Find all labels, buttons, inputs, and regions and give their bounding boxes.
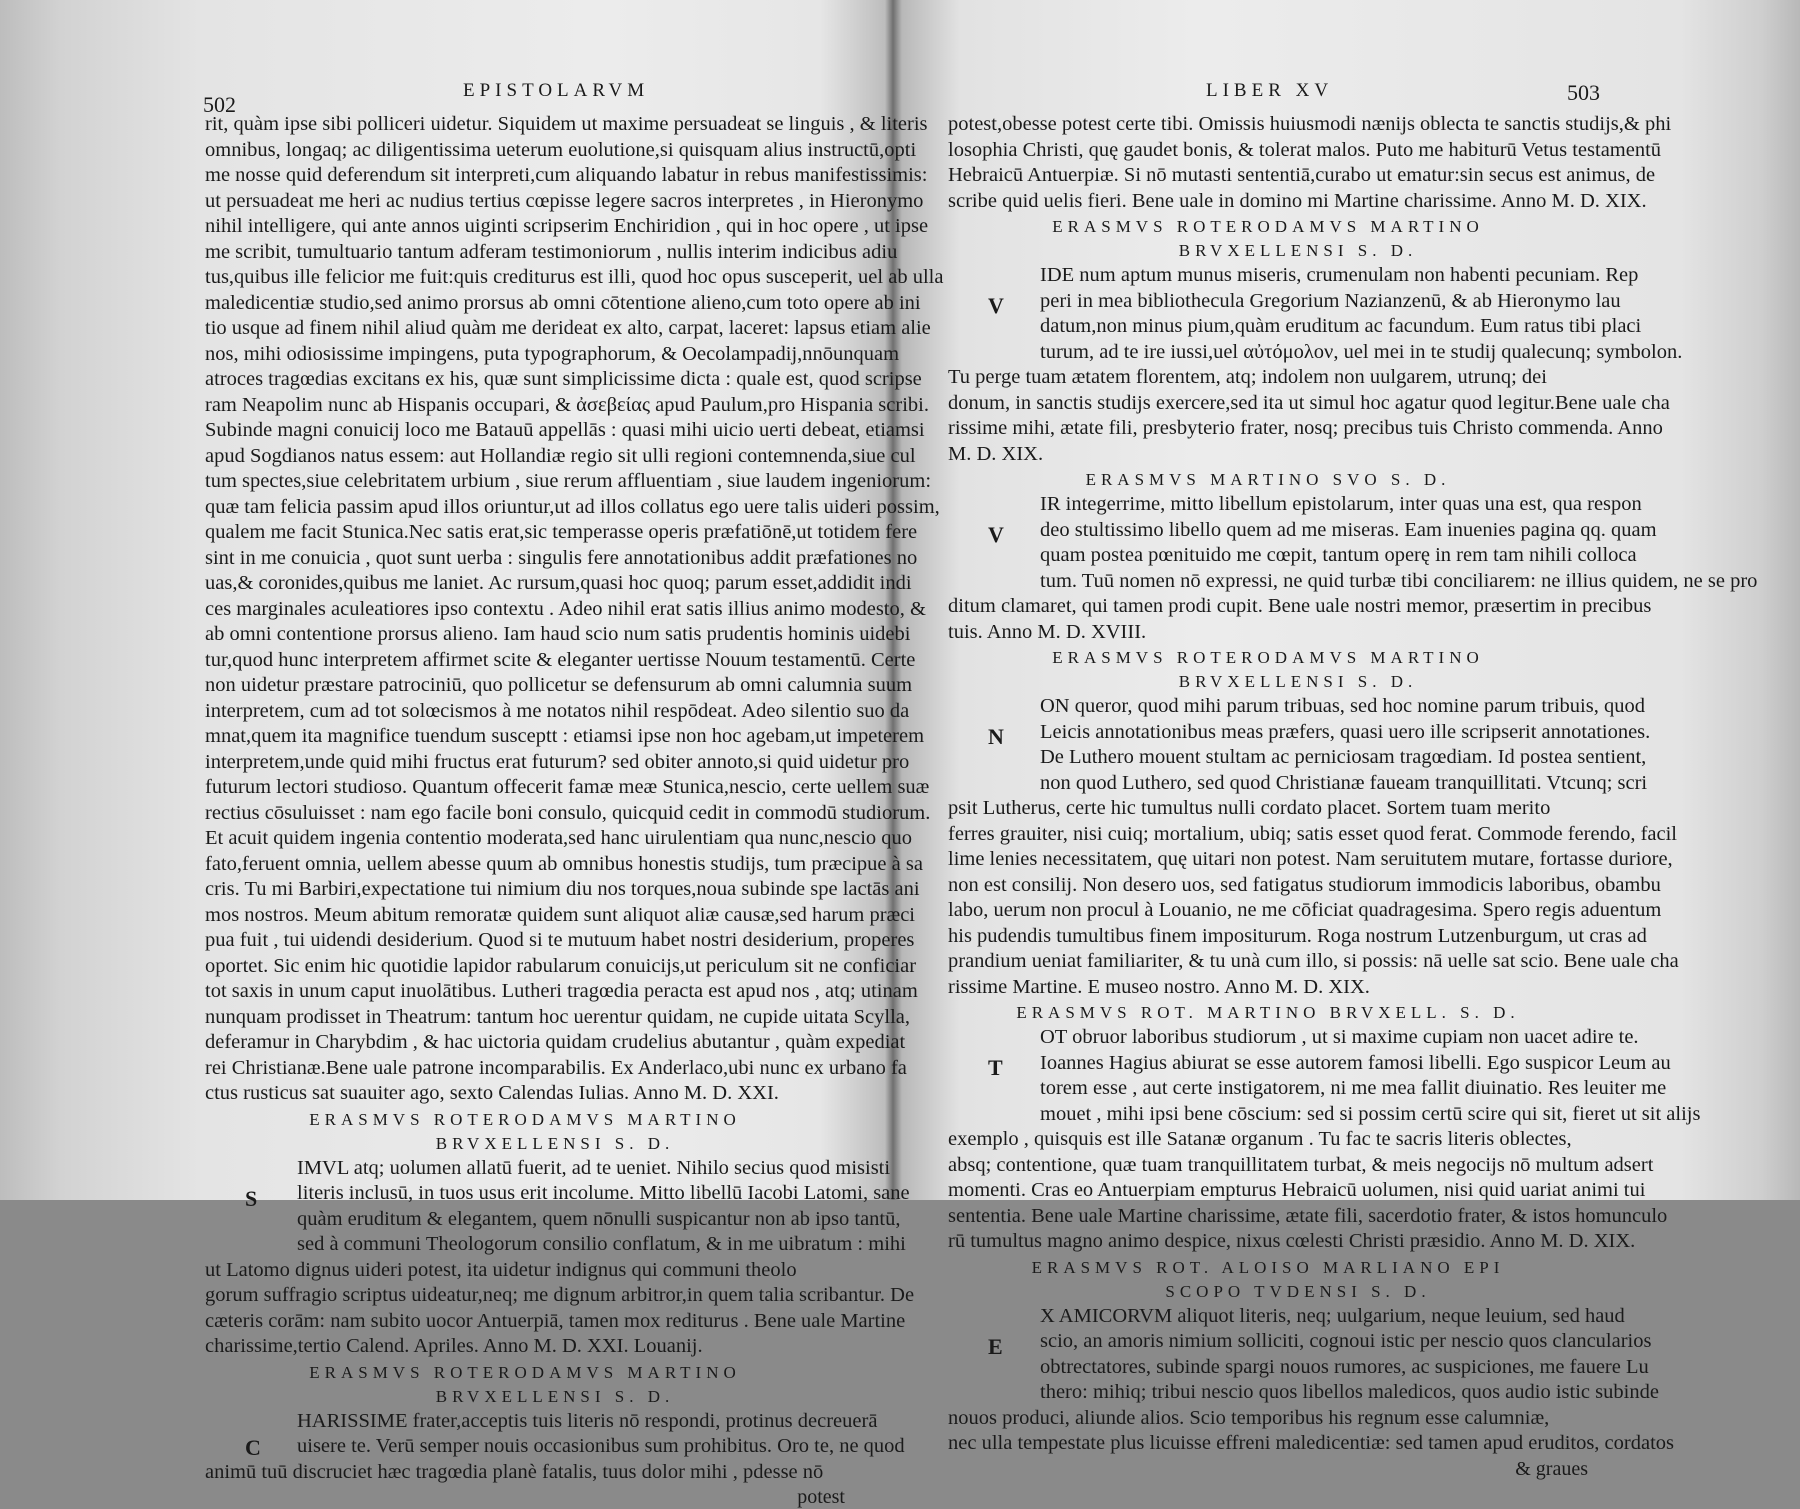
text-line: rit, quàm ipse sibi polliceri uidetur. Siquidem ut maxime persuadeat se linguis , & literis (205, 113, 928, 135)
letter-heading: ERASMVS ROT. ALOISO MARLIANO EPI (1031, 1257, 1505, 1277)
text-line: mnat,quem ita magnifice tuendum susceptt : etiamsi ipse non hoc agebam,ut impeterem (205, 725, 925, 747)
text-line: gorum suffragio scriptus uideatur,neq; me dignum arbitror,in quem talia scribantur. De (205, 1284, 915, 1306)
letter-subheading: BRVXELLENSI S. D. (435, 1386, 675, 1406)
text-line: Subinde magni conuicij loco me Batauū appellās : quasi mihi uicio uerti debeat, etiamsi (205, 419, 925, 441)
text-line: HARISSIME frater,acceptis tuis literis nō respondi, protinus decreuerā (297, 1409, 878, 1432)
text-line: sed à communi Theologorum consilio conflatum, & in me uibratum : mihi (297, 1233, 906, 1255)
text-line: sententia. Bene uale Martine charissime, ætate fili, sacerdotio frater, & istos homunculo (948, 1204, 1668, 1227)
catchword: & graues (1515, 1457, 1588, 1480)
initial-letter: V (988, 293, 1004, 318)
text-line: tum spectes,siue celebritatem urbium , siue rerum affluentiam , siue laudem ingeniorum: (205, 470, 932, 492)
text-line: nihil intelligere, qui ante annos uiginti scripserim Enchiridion , qui in hoc opere , ut ipse (205, 215, 929, 237)
text-line: donum, in sanctis studijs exercere,sed ita ut simul hoc agatur quod legitur.Bene uale cha (948, 391, 1670, 414)
text-line: tuis. Anno M. D. XVIII. (948, 620, 1147, 643)
text-line: nouos produci, aliunde alios. Scio temporibus his regnum esse calumniæ, (948, 1406, 1550, 1429)
letter (948, 1255, 1675, 1457)
text-line: ab omni contentione prorsus alieno. Iam haud scio num satis prudentis hominis uidebi (205, 623, 911, 645)
text-line: oportet. Sic enim hic quotidie lapidor rabularum conuicijs,ut periculum sit ne conficiar (205, 954, 917, 977)
right-page-header (948, 78, 1600, 112)
initial-letter: T (988, 1055, 1003, 1080)
text-line: interpretem, cum ad tot solœcismos à me notatos nihil respōdeat. Adeo silentio suo da (205, 699, 910, 722)
text-line: cris. Tu mi Barbiri,expectatione tui nimium diu nos torques,noua subinde spe lactās ani (205, 878, 920, 900)
text-line: Tu perge tuam ætatem florentem, atq; indolem non uulgarem, utrunq; dei (948, 366, 1547, 388)
page-number: 503 (1567, 80, 1600, 105)
text-line: me nosse quid deferendum sit interpreti,cum aliquando labatur in rebus manifestissimis: (205, 164, 928, 186)
text-line: animū tuū discruciet hæc tragœdia planè fatalis, tuus dolor mihi , pdesse nō (205, 1460, 824, 1483)
text-line: quæ tam felicia passim apud illos oriuntur,ut ad illos collatus ego uere talis uideri possim, (205, 495, 940, 518)
letter (948, 214, 1683, 467)
left-page-body (205, 112, 944, 1107)
text-line: peri in mea bibliothecula Gregorium Nazianzenū, & ab Hieronymo lau (1040, 289, 1621, 312)
text-line: ditum clamaret, qui tamen prodi cupit. Bene uale nostri memor, præsertim in precibus (948, 595, 1652, 617)
text-line: Leicis annotationibus meas præfers, quasi uero ille scripserit annotationes. (1040, 720, 1651, 743)
text-line: IDE num aptum munus miseris, crumenulam non habenti pecuniam. Rep (1040, 264, 1639, 286)
text-line: Hebraicū Antuerpiæ. Si nō mutasti sententiā,curabo ut ematur:sin secus est animus, de (948, 164, 1656, 186)
text-line: non quod Luthero, sed quod Christianæ faueam tranquillitati. Vtcunq; scri (1040, 771, 1648, 794)
text-line: scribe quid uelis fieri. Bene uale in domino mi Martine charissime. Anno M. D. XIX. (948, 189, 1647, 212)
letter-heading: ERASMVS MARTINO SVO S. D. (1085, 470, 1451, 489)
initial-letter: S (245, 1185, 258, 1211)
letter (205, 1107, 915, 1360)
text-line: labo, uerum non procul à Louanio, ne me cōficiat quadragesima. Spero regis aduentum (948, 899, 1662, 921)
text-line: qualem me facit Stunica.Nec satis erat,sic temperasse operis præfatiōnē,ut totidem fere (205, 521, 918, 543)
letter-heading: ERASMVS ROTERODAMVS MARTINO (309, 1362, 741, 1382)
text-line: deo stultissimo libello quem ad me miseras. Eam inuenies pagina qq. quam (1040, 518, 1657, 541)
letter-heading: ERASMVS ROTERODAMVS MARTINO (1052, 217, 1484, 236)
text-line: ram Neapolim nunc ab Hispanis occupari, & ἀσεβείας apud Paulum,pro Hispania scribi. (205, 393, 929, 416)
text-line: quam postea pœnituido me cœpit, tantum operę in rem tam nihili colloca (1040, 544, 1637, 566)
text-line: non est consilij. Non desero uos, sed fatigatus studiorum immodicis laboribus, obambu (948, 873, 1661, 896)
text-line: non uidetur præstare patrociniū, quo pollicetur se defensurum ab omni calumnia suum (205, 674, 913, 696)
initial-letter: N (988, 724, 1004, 749)
text-line: ut persuadeat me heri ac nudius tertius cœpisse legere sacros interpretes , in Hieronymo (205, 189, 924, 212)
text-line: psit Lutherus, certe hic tumultus nulli cordato placet. Sortem tuam merito (948, 797, 1551, 819)
text-line: tum. Tuū nomen nō expressi, ne quid turbæ tibi conciliarem: ne illius quidem, ne se pro (1040, 569, 1758, 592)
letter (205, 1360, 905, 1486)
text-line: rissime mihi, ætate fili, presbyterio frater, nosq; precibus tuis Christo commenda. Anno (948, 417, 1663, 439)
running-head: EPISTOLARVM (463, 80, 650, 101)
text-line: turum, ad te ire iussi,uel αὐτόμολον, uel mei in te studij qualecunq; symbolon. (1040, 340, 1683, 363)
text-line: apud Sogdianos natus essem: aut Hollandiæ regio sit ulli regioni contemnenda,siue cul (205, 444, 916, 467)
text-line: charissime,tertio Calend. Apriles. Anno M. D. XXI. Louanij. (205, 1335, 703, 1357)
page-number: 502 (203, 92, 236, 117)
right-page-letters (948, 214, 1758, 1457)
text-line: ctus rusticus sat suauiter ago, sexto Calendas Iulias. Anno M. D. XXI. (205, 1082, 779, 1104)
text-line: atroces tragœdias excitans ex his, quæ sunt simplicissime dicta : quale est, quod scripse (205, 368, 922, 390)
text-line: tot saxis in unum caput inuolātibus. Lutheri tragœdia peracta est apud nos , atq; utinam (205, 980, 918, 1002)
initial-letter: E (988, 1333, 1003, 1359)
text-line: nunquam prodisset in Theatrum: tantum hoc uerentur quidam, ne cupide uitata Scylla, (205, 1005, 910, 1028)
text-line: tur,quod hunc interpretem affirmet scite & eleganter uertisse Nouum testamentū. Certe (205, 648, 916, 671)
text-line: rissime Martine. E museo nostro. Anno M. D. XIX. (948, 975, 1370, 998)
letter-heading: ERASMVS ROTERODAMVS MARTINO (1052, 648, 1484, 667)
letter-subheading: SCOPO TVDENSI S. D. (1165, 1281, 1431, 1301)
letter-heading: ERASMVS ROTERODAMVS MARTINO (309, 1109, 741, 1129)
text-line: maledicentiæ studio,sed animo prorsus ab omni cōtentione alieno,cum toto opere ab ini (205, 291, 921, 314)
text-line: omnibus, longaq; ac diligentissima ueterum euolutione,si quisquam alius instructū,opti (205, 138, 917, 161)
right-page-body (948, 112, 1672, 214)
text-line: De Luthero mouent stultam ac perniciosam tragœdiam. Id postea sentient, (1040, 746, 1647, 768)
letter (948, 1000, 1701, 1255)
text-line: tio usque ad finem nihil aliud quàm me derideat ex alto, carpat, laceret: lapsus etiam alie (205, 317, 931, 339)
initial-letter: C (245, 1434, 261, 1460)
left-page (203, 78, 944, 1509)
text-line: absq; contentione, quæ tuam tranquillitatem turbat, & meis negocijs nō multum adsert (948, 1153, 1654, 1176)
letter (948, 467, 1758, 645)
text-line: potest,obesse potest certe tibi. Omissis huiusmodi nænijs oblecta te sanctis studijs,& phi (948, 113, 1672, 135)
text-line: uisere te. Verū semper nouis occasionibus sum prohibitus. Oro te, ne quod (297, 1435, 905, 1457)
letter-heading: ERASMVS ROT. MARTINO BRVXELL. S. D. (1016, 1003, 1520, 1022)
text-line: his pudendis tumultibus finem impositurum. Roga nostrum Lutzenburgum, ut cras ad (948, 924, 1647, 947)
text-line: ces marginales aculeatiores ipso contextu . Adeo nihil erat satis illius animo modesto, & (205, 597, 926, 620)
text-line: nec ulla tempestate plus licuisse effreni maledicentiæ: sed tamen apud eruditos, cordatos (948, 1432, 1675, 1454)
text-line: sint in me conuicia , quot sunt uerba : singulis fere annotationibus addit præfationes no (205, 546, 918, 569)
text-line: Et acuit quidem ingenia contentio moderata,sed hanc uirulentiam qua nunc,nescio quo (205, 827, 913, 849)
text-line: rū tumultus magno animo despice, nixus cœlesti Christi præsidio. Anno M. D. XIX. (948, 1230, 1636, 1252)
text-line: nos, mihi odiosissime impingens, puta typographorum, & Oecolampadij,nnōunquam (205, 342, 900, 365)
text-line: lime lenies necessitatem, quę uitari non potest. Nam seruitutem mutare, fortasse duriore, (948, 848, 1673, 870)
text-line: prandium ueniat familiariter, & tu unà cum illo, si possis: nā uelle sat scio. Bene uale cha (948, 950, 1679, 972)
text-line: M. D. XIX. (948, 442, 1044, 465)
text-line: quàm eruditum & elegantem, quem nōnulli suspicantur non ab ipso tantū, (297, 1207, 901, 1230)
right-page (948, 78, 1758, 1481)
text-line: me scribit, tumultuario tantum adferam testimoniorum , nullis interim indicibus adiu (205, 240, 898, 263)
text-line: ON queror, quod mihi parum tribuas, sed hoc nomine parum tribuis, quod (1040, 695, 1645, 717)
text-line: torem esse , aut certe instigatorem, ni me mea fallit diuinatio. Res leuiter me (1040, 1077, 1667, 1099)
text-line: uas,& coronides,quibus me laniet. Ac rursum,quasi hoc quoq; parum esset,addidit indi (205, 572, 912, 594)
text-line: futurum lectori studioso. Quantum offecerit famæ meæ Stunica,nescio, certe uellem suæ (205, 776, 930, 798)
text-line: cæteris corām: nam subito uocor Antuerpiā, tamen mox rediturus . Bene uale Martine (205, 1309, 906, 1332)
text-line: ferres grauiter, nisi cuiq; mortalium, ubiq; satis esset quod ferat. Commode ferendo, facil (948, 822, 1678, 845)
text-line: ut Latomo dignus uideri potest, ita uidetur indignus qui communi theolo (205, 1258, 797, 1281)
text-line: exemplo , quisquis est ille Satanæ organum . Tu fac te sacris literis oblectes, (948, 1128, 1572, 1150)
left-page-letters (205, 1107, 915, 1486)
text-line: rei Christianæ.Bene uale patrone incomparabilis. Ex Anderlaco,ubi nunc ex urbano fa (205, 1056, 907, 1079)
letter-subheading: BRVXELLENSI S. D. (1178, 241, 1418, 260)
text-line: IMVL atq; uolumen allatū fuerit, ad te ueniet. Nihilo secius quod misisti (297, 1156, 891, 1179)
text-line: tus,quibus ille felicior me fuit:quis crediturus est illi, quod hoc opus susceperit, uel ab ulla (205, 266, 944, 288)
left-page-header (203, 78, 845, 117)
catchword: potest (797, 1486, 845, 1508)
letter-subheading: BRVXELLENSI S. D. (435, 1133, 675, 1153)
letter-subheading: BRVXELLENSI S. D. (1178, 672, 1418, 691)
text-line: literis inclusū, in tuos usus erit incolume. Mitto libellū Iacobi Latomi, sane (297, 1182, 910, 1204)
letter (948, 645, 1679, 1000)
text-line: pua fuit , tui uidendi desiderium. Quod si te mutuum habet nostri desiderium, properes (205, 929, 915, 951)
text-line: X AMICORVM aliquot literis, neq; uulgarium, neque leuium, sed haud (1040, 1304, 1625, 1327)
text-line: Ioannes Hagius abiurat se esse autorem famosi libelli. Ego suspicor Leum au (1040, 1051, 1671, 1074)
text-line: mos nostros. Meum abitum remoratæ quidem sunt aliquot aliæ causæ,sed harum præci (205, 903, 916, 926)
text-line: losophia Christi, quę gaudet bonis, & tolerat malos. Puto me habiturū Vetus testamentū (948, 138, 1662, 161)
text-line: fato,feruent omnia, uellem abesse quum ab omnibus honestis studijs, tum præcipue à sa (205, 852, 923, 875)
text-line: deferamur in Charybdim , & hac uictoria quidam crudelius abutantur , quàm expediat (205, 1031, 906, 1053)
text-line: thero: mihiq; tribui nescio quos libellos maledicos, quos audio istic subinde (1040, 1381, 1659, 1403)
initial-letter: V (988, 522, 1004, 547)
text-line: obtrectatores, subinde spargi nouos rumores, ac suspiciones, me fauere Lu (1040, 1355, 1649, 1378)
text-line: IR integerrime, mitto libellum epistolarum, inter quas una est, qua respon (1040, 493, 1642, 515)
text-line: scio, an amoris nimium solliciti, cognoui istic per nescio quos clancularios (1040, 1330, 1652, 1352)
text-line: momenti. Cras eo Antuerpiam empturus Hebraicū uolumen, nisi quid uariat animi tui (948, 1179, 1646, 1201)
text-line: OT obruor laboribus studiorum , ut si maxime cupiam non uacet adire te. (1040, 1026, 1639, 1048)
running-head: LIBER XV (1206, 80, 1334, 101)
text-line: datum,non minus pium,quàm eruditum ac facundum. Eum ratus tibi placi (1040, 315, 1642, 337)
text-line: mouet , mihi ipsi bene cōscium: sed si possim certū scire qui sit, fieret ut sit alijs (1040, 1102, 1701, 1125)
text-line: rectius cōsuluisset : nam ego facile boni consulo, quicquid cedit in commodū studiorum. (205, 801, 931, 824)
text-line: interpretem,unde quid mihi fructus erat futurum? sed obiter annoto,si quid uidetur pro (205, 750, 910, 773)
